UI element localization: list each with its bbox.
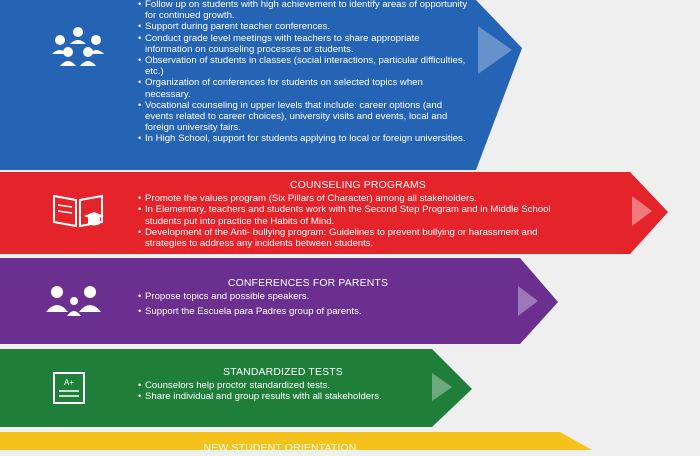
list-item: • Promote the values program (Six Pillars of Character) among all stakeholders. bbox=[138, 193, 578, 204]
section-conferences-for-parents bbox=[0, 254, 700, 346]
section-title: STANDARDIZED TESTS bbox=[223, 367, 343, 378]
section-title: CONFERENCES FOR PARENTS bbox=[227, 278, 389, 289]
parents-child-icon bbox=[44, 284, 104, 323]
list-item: • Follow up on students with high achievement to identify areas of opportunity for continued growth. bbox=[138, 0, 468, 21]
list-item: • In High School, support for students applying to local or foreign universities. bbox=[138, 133, 468, 144]
section-title: COUNSELING PROGRAMS bbox=[289, 180, 426, 191]
list-item: • Share individual and group results with all stakeholders. bbox=[138, 391, 428, 402]
section-student-support bbox=[0, 0, 700, 172]
list-item: • Organization of conferences for students on selected topics when necessary. bbox=[138, 77, 468, 99]
svg-text:A+: A+ bbox=[63, 378, 75, 387]
list-item: • Vocational counseling in upper levels that include: career options (and events related to career choices), university visits and events, local and foreign university fairs. bbox=[138, 100, 468, 134]
list-item: • Propose topics and possible speakers. bbox=[138, 291, 478, 302]
group-people-icon bbox=[50, 26, 106, 71]
section-new-student-orientation bbox=[0, 428, 700, 454]
section-counseling-programs bbox=[0, 168, 700, 258]
section-standardized-tests bbox=[0, 345, 700, 430]
list-item: • Support the Escuela para Padres group of parents. bbox=[138, 306, 478, 317]
open-book-graduation-icon bbox=[52, 192, 104, 237]
list-item: • Support during parent teacher conferences. bbox=[138, 21, 468, 32]
list-item: • In Elementary, teachers and students work with the Second Step Program and in Middle School students put into practice the Habits of Mind. bbox=[138, 204, 578, 226]
section-title: NEW STUDENT ORIENTATION bbox=[203, 443, 357, 454]
list-item: • Counselors help proctor standardized tests. bbox=[138, 380, 428, 391]
list-item: • Observation of students in classes (social interactions, particular difficulties, etc.) bbox=[138, 55, 468, 77]
list-item: • Conduct grade level meetings with teachers to share appropriate information on counseling processes or students. bbox=[138, 33, 468, 55]
list-item: • Development of the Anti- bullying program: Guidelines to prevent bullying or harassment and strategies to address any incidents between students. bbox=[138, 227, 578, 249]
graded-test-icon bbox=[52, 371, 86, 410]
